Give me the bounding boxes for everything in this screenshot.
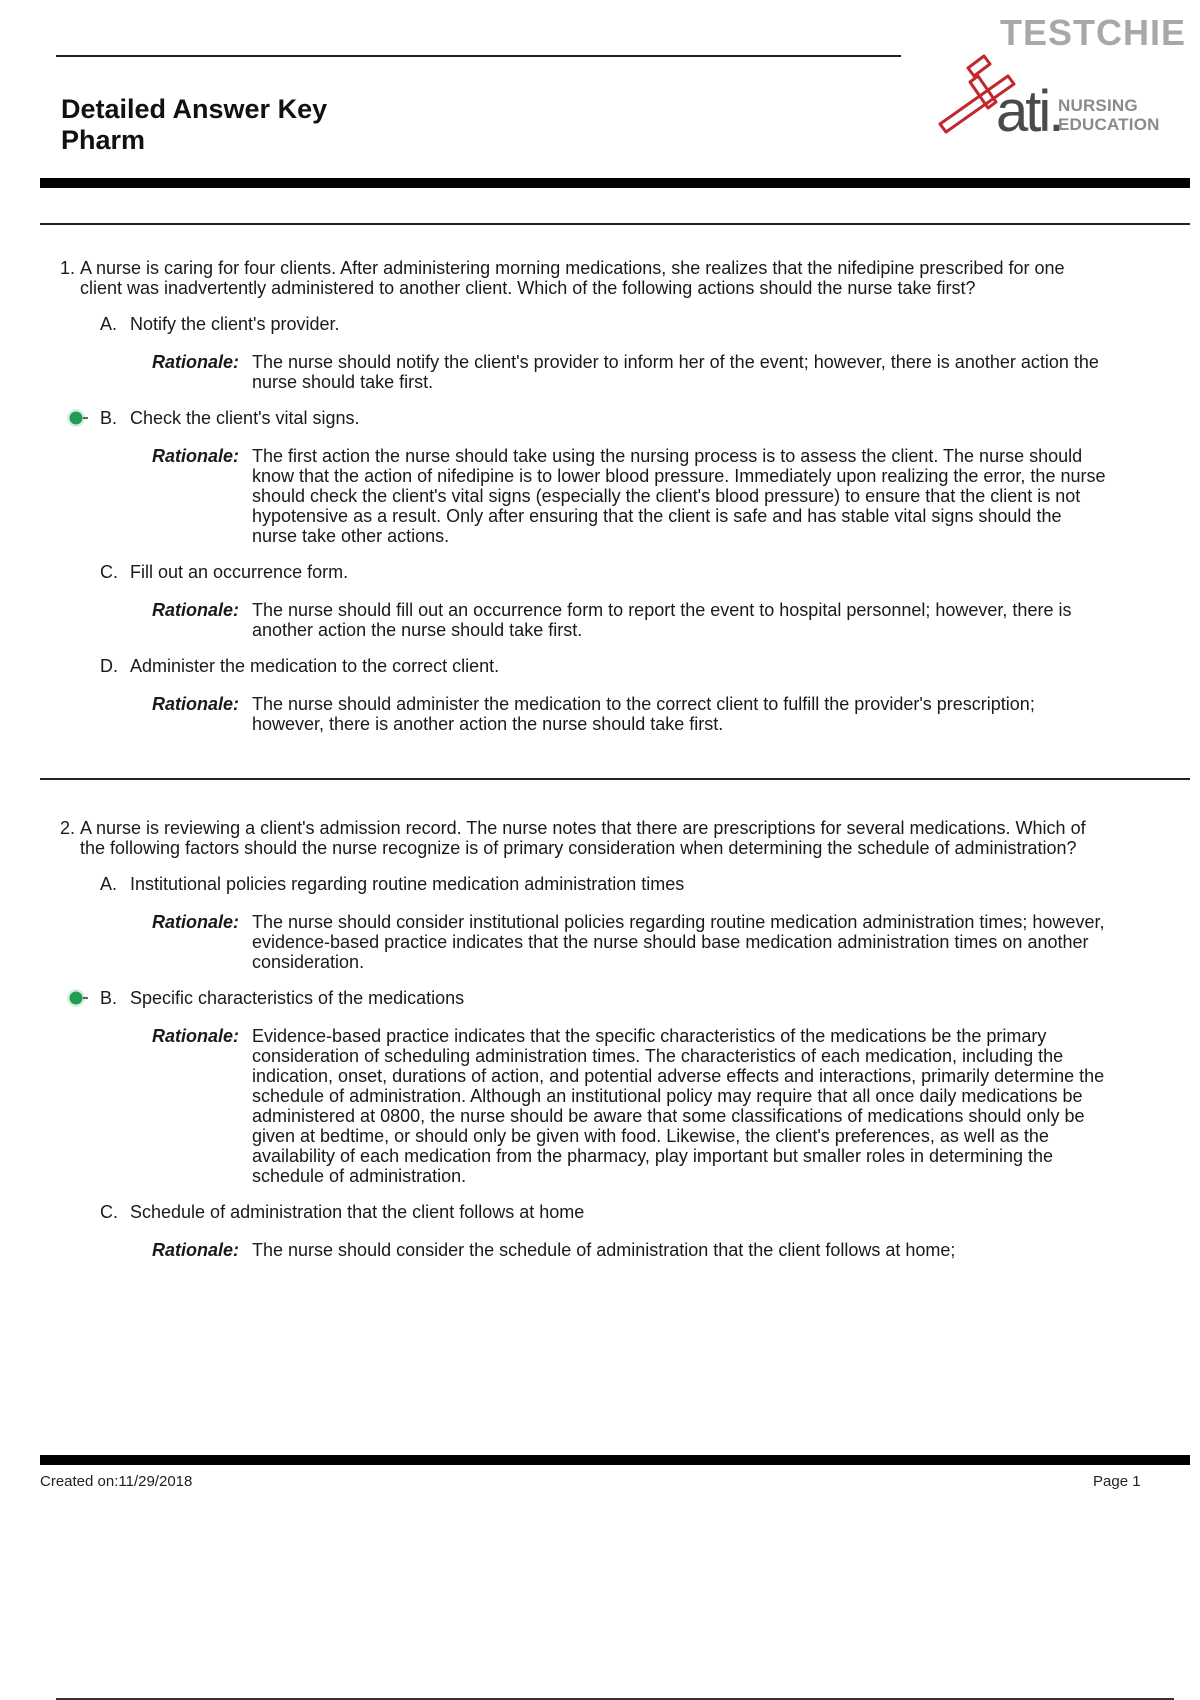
answer-option [60, 656, 1110, 676]
rationale-text: The nurse should fill out an occurrence form to report the event to hospital personnel; however, there is another action the nurse should take first. [252, 600, 1072, 640]
question-2 [60, 818, 1110, 1260]
option-text: Schedule of administration that the client follows at home [130, 1202, 585, 1222]
answer-option-correct [60, 988, 1110, 1008]
rationale [152, 694, 1110, 734]
question-stem [60, 818, 1110, 858]
watermark: TESTCHIE [999, 12, 1186, 53]
question-number: 2. [60, 818, 76, 838]
rationale-label: Rationale: [152, 1026, 240, 1046]
rationale [152, 1026, 1110, 1186]
rationale [152, 446, 1110, 546]
option-letter: C. [100, 1202, 118, 1222]
option-letter: B. [100, 988, 118, 1008]
option-text: Notify the client's provider. [130, 314, 340, 334]
document-title: Detailed Answer Key [61, 94, 328, 124]
created-date: Created on:11/29/2018 [40, 1473, 193, 1490]
rationale-label: Rationale: [152, 600, 240, 620]
answer-key-content [60, 258, 1110, 1260]
rationale-label: Rationale: [152, 1240, 240, 1260]
correct-answer-icon [66, 987, 88, 1009]
option-letter: A. [100, 874, 118, 894]
option-letter: A. [100, 314, 118, 334]
option-text: Check the client's vital signs. [130, 408, 360, 428]
header-thin-rule [40, 223, 1190, 225]
answer-option [60, 562, 1110, 582]
header-thick-rule [40, 178, 1190, 188]
document-subject: Pharm [61, 125, 146, 155]
question-number: 1. [60, 258, 76, 278]
answer-option [60, 874, 1110, 894]
option-letter: C. [100, 562, 118, 582]
rationale-text: The first action the nurse should take using the nursing process is to assess the client. The nurse should know that the action of nifedipine is to lower blood pressure. Immediately upon realizing the error, the nurse should check the client's vital signs (especially the client's blood pressure) to ensure that the client is not hypotensive as a result. Only after ensuring that the client is safe and has stable vital signs should the nurse take other actions. [252, 446, 1106, 546]
option-text: Fill out an occurrence form. [130, 562, 349, 582]
answer-option [60, 1202, 1110, 1222]
page-title [61, 94, 327, 156]
ati-logo [938, 40, 1160, 150]
rationale [152, 1240, 1110, 1260]
rationale-label: Rationale: [152, 352, 240, 372]
answer-option-correct [60, 408, 1110, 428]
correct-answer-icon [66, 407, 88, 429]
question-text: A nurse is reviewing a client's admission record. The nurse notes that there are prescriptions for several medications. Which of the following factors should the nurse recognize is of primary consideration when determining the schedule of administration? [80, 818, 1086, 858]
rationale-text: The nurse should consider institutional policies regarding routine medication administration times; however, evidence-based practice indicates that the nurse should base medication administration times on another consideration. [252, 912, 1105, 972]
option-text: Specific characteristics of the medications [130, 988, 465, 1008]
rationale-label: Rationale: [152, 446, 240, 466]
question-divider [40, 778, 1190, 780]
rationale-text: The nurse should consider the schedule of administration that the client follows at home; [252, 1240, 956, 1260]
question-text: A nurse is caring for four clients. After administering morning medications, she realizes that the nifedipine prescribed for one client was inadvertently administered to another client. Which of the following actions should the nurse take first? [80, 258, 1065, 298]
question-stem [60, 258, 1110, 298]
rationale [152, 600, 1110, 640]
option-letter: D. [100, 656, 118, 676]
rationale-label: Rationale: [152, 694, 240, 714]
option-letter: B. [100, 408, 118, 428]
question-1 [60, 258, 1110, 734]
answer-option [60, 314, 1110, 334]
rationale [152, 912, 1110, 972]
logo-wordmark: ati. [996, 79, 1062, 144]
logo-tagline: NURSING EDUCATION [1058, 96, 1160, 134]
rationale-text: Evidence-based practice indicates that the specific characteristics of the medications be the primary consideration of scheduling administration times. The characteristics of each medication, including the indication, onset, durations of action, and potential adverse effects and interactions, primarily determine the schedule of administration. Although an institutional policy may require that all once daily medications be administered at 0800, the nurse should be aware that some classifications of medications should only be given at bedtime, or should only be given with food. Likewise, the client's preferences, as well as the availability of each medication from the pharmacy, play important but smaller roles in determining the schedule of administration. [252, 1026, 1105, 1186]
rationale [152, 352, 1110, 392]
rationale-label: Rationale: [152, 912, 240, 932]
option-text: Institutional policies regarding routine medication administration times [130, 874, 685, 894]
rationale-text: The nurse should notify the client's provider to inform her of the event; however, there is another action the nurse should take first. [252, 352, 1099, 392]
header-top-rule [56, 55, 901, 57]
option-text: Administer the medication to the correct client. [130, 656, 500, 676]
rationale-text: The nurse should administer the medication to the correct client to fulfill the provider's prescription; however, there is another action the nurse should take first. [252, 694, 1035, 734]
footer-thick-rule [40, 1455, 1190, 1465]
page-number: Page 1 [1093, 1473, 1141, 1490]
